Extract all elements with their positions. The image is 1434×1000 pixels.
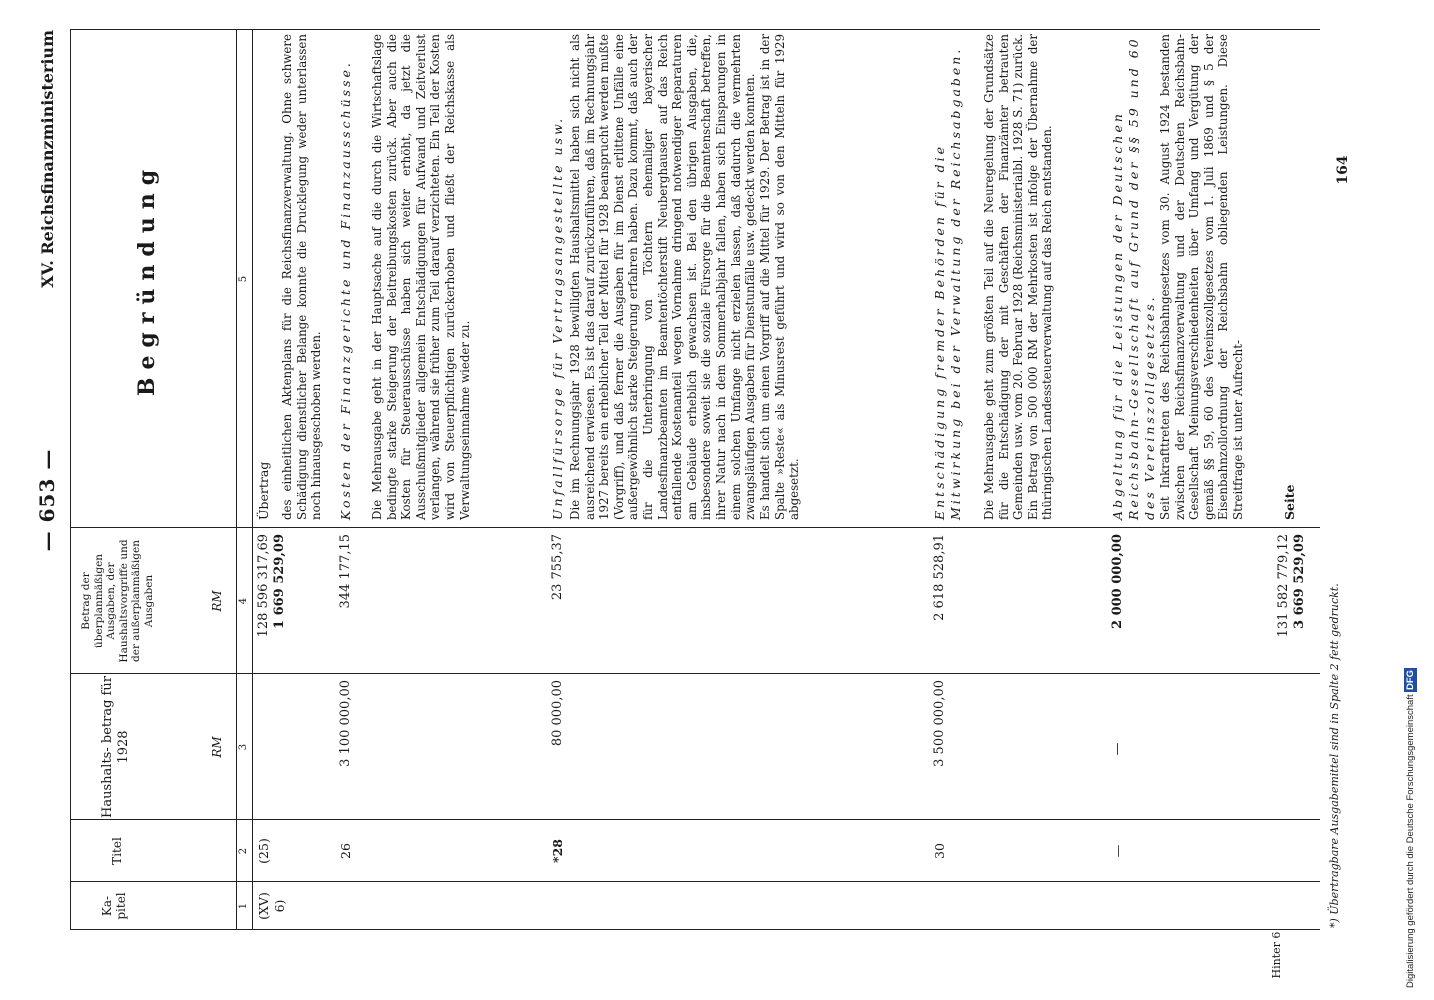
row-1-text: Die Mehrausgabe geht in der Hauptsache auf die durch die Wirtschaftslage bedingte starke Steigerung der Beitreibungskosten zurück. Aber auch die Kosten für Steuerausschüsse haben sich weiter erhöht, da jetzt die Ausschußmitglieder allgemein Entschädigungen für Aufwand und Zeitverlust verlangen, während sie früher zum Teil darauf verzichteten. Ein Teil der Kosten wird von Steuerpflichtigen zurückerhoben und fließt der Reichskasse als Verwaltungseinnahme wieder zu. <box>370 34 472 520</box>
page-footer-number: 164 <box>1335 155 1351 185</box>
row-3-text: Die Mehrausgabe geht zum größten Teil auf die Neuregelung der Grundsätze für die Entschädigung der mit Geschäften der Finanzämter betrauten Gemeinden usw. vom 20. Februar 1928 (Reichsministerialbl. 1928 S. 71) zurück. Ein Betrag von 500 000 RM der Mehrkosten ist infolge der Übernahme der thüringischen Landessteuerverwaltung auf das Reich entstanden. <box>982 34 1055 520</box>
row-3-haushalt: 3 500 000,00 <box>932 680 947 767</box>
budget-table <box>70 30 1320 930</box>
col-header-titel: Titel <box>110 837 124 865</box>
col-header-begruendung: Begründung <box>134 161 160 397</box>
col-header-kapitel: Ka- pitel <box>100 892 128 920</box>
col-number-1: 1 <box>238 902 249 910</box>
total-betrag-1: 131 582 779,12 <box>1276 534 1291 638</box>
colnum-bottom-rule <box>252 30 253 930</box>
footnote: *) Übertragbare Ausgabemittel sind in Spalte 2 fett gedruckt. <box>1328 583 1341 928</box>
col-header-betrag: Betrag der überplanmäßigen Ausgaben, der Haushaltsvorgriffe und der außerplanmäßigen Ausgaben <box>80 539 155 663</box>
row-1-betrag: 344 177,15 <box>338 534 353 609</box>
row-2-haushalt: 80 000,00 <box>550 680 565 747</box>
col-header-betrag-unit: RM <box>210 590 224 612</box>
chapter-header: XV. Reichsfinanzministerium <box>38 30 57 288</box>
page-number-header: — 653 — <box>35 448 59 552</box>
row-0-kapitel: (XV) 6) <box>256 892 287 920</box>
credit-text: Digitalisierung gefördert durch die Deutsche Forschungsgemeinschaft <box>1405 694 1416 988</box>
row-0-titel: (25) <box>256 838 271 864</box>
col-number-4: 4 <box>238 597 249 605</box>
col-number-5: 5 <box>238 275 249 283</box>
total-betrag-2: 3 669 529,09 <box>1292 534 1307 629</box>
row-4-betrag: 2 000 000,00 <box>1110 534 1125 629</box>
col-border-2 <box>70 819 1320 820</box>
row-1-haushalt: 3 100 000,00 <box>338 680 353 767</box>
row-3-betrag: 2 618 528,91 <box>932 534 947 621</box>
col-border-5 <box>70 29 1320 30</box>
row-4-haushalt: — <box>1110 742 1125 756</box>
row-2-text-2: Es handelt sich um einen Vorgriff auf die Mittel für 1929. Der Betrag ist in der Spalte »Reste« als Minusrest geführt und wird so von den Mitteln für 1929 abgesetzt. <box>758 34 802 520</box>
row-0-heading: Übertrag <box>256 461 271 520</box>
col-border-1 <box>70 881 1320 882</box>
col-header-haushalt: Haushalts- betrag für 1928 <box>100 676 131 818</box>
row-0-text: des einheitlichen Aktenplans für die Reichsfinanzverwaltung. Ohne schwere Schädigung dienstlicher Belange konnte die Drucklegung weder unterlassen noch hinausgeschoben werden. <box>280 34 324 520</box>
col-number-3: 3 <box>238 743 249 751</box>
row-3-heading: Entschädigung fremder Behörden für die Mitwirkung bei der Verwaltung der Reichsabgaben. <box>932 46 963 520</box>
row-0-betrag-1: 128 596 317,69 <box>256 534 271 638</box>
dfg-logo: DFG <box>1405 669 1416 690</box>
row-4-text: Seit Inkrafttreten des Reichsbahngesetzes vom 30. August 1924 bestanden zwischen der Reichsfinanzverwaltung und der Deutschen Reichsbahn-Gesellschaft Meinungsverschiedenheiten über Umfang und Vergütung der gemäß §§ 59, 60 des Vereinszollgesetzes vom 1. Juli 1869 und § 5 der Eisenbahnzollordnung der Reichsbahn obliegenden Leistungen. Diese Streitfrage ist unter Aufrecht- <box>1158 34 1245 520</box>
col-header-haushalt-unit: RM <box>210 736 224 758</box>
row-2-text: Die im Rechnungsjahr 1928 bewilligten Haushaltsmittel haben sich nicht als ausreichend erwiesen. Es ist das darauf zurückzuführen, daß im Rechnungsjahr 1927 bereits ein erheblicher Teil der Mittel für 1928 beansprucht werden mußte (Vorgriff), und daß ferner die Ausgaben für im Dienst erlittene Unfälle eine außergewöhnlich starke Steigerung erfahren haben. Dazu kommt, daß auch der für die Unterbringung von Töchtern ehemaliger bayerischer Landesfinanzbeamten im Beamtentöchterstift Neuberghausen auf das Reich entfallende Kostenanteil wegen Vornahme dringend notwendiger Reparaturen am Gebäude erheblich gewachsen ist. Bei den übrigen Ausgaben, die, insbesondere soweit sie die soziale Fürsorge für die Beamtenschaft betreffen, ihrer Natur nach in dem Sommerhalbjahr fallen, haben sich Einsparungen in einem solchen Umfange nicht erzielen lassen, daß dadurch die vermehrten zwangsläufigen Ausgaben für Dienstunfälle usw. gedeckt werden konnten. <box>568 34 758 520</box>
row-3-titel: 30 <box>932 843 947 859</box>
row-0-betrag-2: 1 669 529,09 <box>272 534 287 629</box>
total-label: Seite <box>1282 484 1297 520</box>
row-2-titel: *28 <box>550 839 565 863</box>
row-2-heading: Unfallfürsorge für Vertragsangestellte usw. <box>550 115 565 520</box>
col-border-4 <box>70 527 1320 528</box>
table-top-rule <box>70 30 71 930</box>
row-1-titel: 26 <box>338 843 353 859</box>
header-bottom-rule <box>236 30 237 930</box>
col-number-2: 2 <box>238 847 249 855</box>
row-1-heading: Kosten der Finanzgerichte und Finanzausschüsse. <box>338 60 353 520</box>
col-border-3 <box>70 673 1320 674</box>
row-4-titel: — <box>1110 844 1125 858</box>
row-4-heading: Abgeltung für die Leistungen der Deutschen Reichsbahn-Gesellschaft auf Grund der §§ 59 und 60 des Vereinszollgesetzes. <box>1110 36 1157 520</box>
col-border-0 <box>70 929 1320 930</box>
row-2-betrag: 23 755,37 <box>550 534 565 601</box>
row-4-kapitel: Hinter 6 <box>1270 931 1283 979</box>
